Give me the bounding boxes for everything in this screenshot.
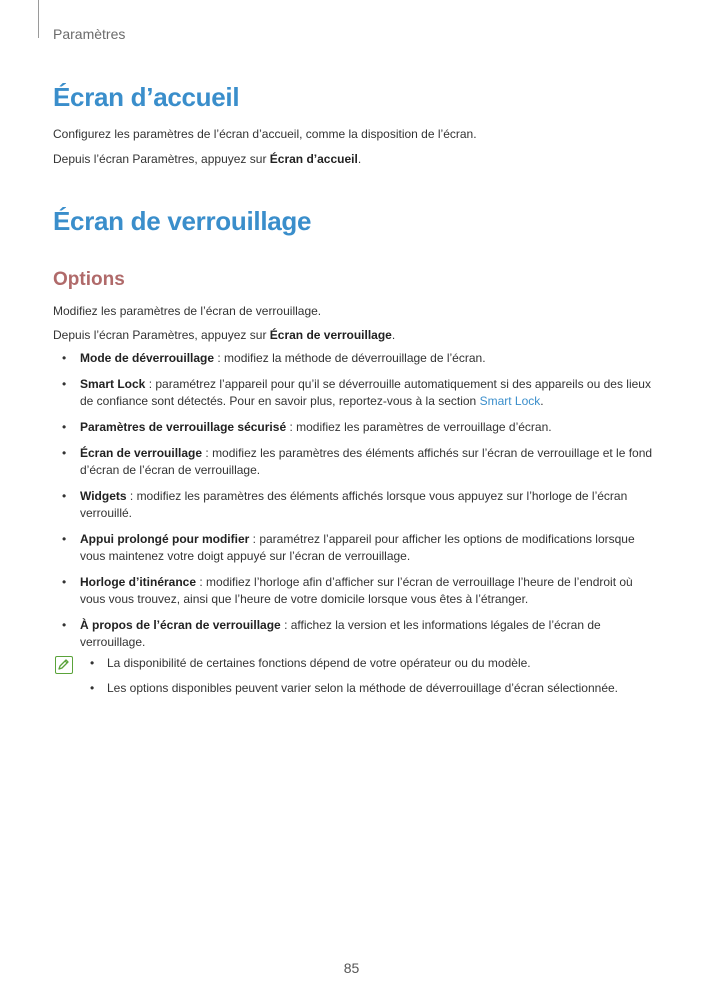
option-term: À propos de l’écran de verrouillage — [80, 618, 281, 632]
lock-screen-path — [53, 327, 653, 343]
path-suffix: . — [391, 328, 396, 342]
option-term: Paramètres de verrouillage sécurisé — [80, 420, 287, 434]
home-screen-intro: Configurez les paramètres de l’écran d’accueil, comme la disposition de l’écran. — [53, 127, 477, 141]
list-item — [53, 488, 653, 522]
note-text: Les options disponibles peuvent varier selon la méthode de déverrouillage d’écran sélectionnée. — [107, 681, 618, 695]
option-term: Widgets — [80, 489, 127, 503]
bullet: • — [62, 446, 67, 460]
note-pencil-icon — [55, 656, 73, 674]
list-item — [53, 574, 653, 608]
note-text: La disponibilité de certaines fonctions dépend de votre opérateur ou du modèle. — [107, 656, 531, 670]
path-prefix: Depuis l’écran Paramètres, appuyez sur — [53, 152, 270, 166]
list-item — [53, 617, 653, 651]
section-title-home-screen: Écran d’accueil — [53, 82, 240, 112]
bullet: • — [62, 420, 67, 434]
list-item — [53, 445, 653, 479]
option-term: Appui prolongé pour modifier — [80, 532, 250, 546]
options-list — [53, 350, 653, 660]
bullet: • — [62, 351, 67, 365]
option-term: Mode de déverrouillage — [80, 351, 215, 365]
option-term: Horloge d’itinérance — [80, 575, 197, 589]
section-title-lock-screen: Écran de verrouillage — [53, 206, 312, 236]
bullet: • — [62, 377, 67, 391]
option-desc: : modifiez les paramètres des éléments affichés lorsque vous appuyez sur l’horloge de l’écran verrouillé. — [80, 489, 628, 520]
lock-screen-intro: Modifiez les paramètres de l’écran de verrouillage. — [53, 304, 322, 318]
option-desc: : paramétrez l’appareil pour qu’il se déverrouille automatiquement si des appareils ou des lieux de confiance sont détectés. Pour en savoir plus, reportez-vous à la section — [80, 377, 651, 408]
page-number: 85 — [343, 960, 360, 976]
pencil-icon — [57, 658, 70, 671]
note-item — [80, 680, 660, 697]
option-desc: : modifiez la méthode de déverrouillage de l’écran. — [214, 351, 486, 365]
list-item — [53, 531, 653, 565]
note-item — [80, 655, 660, 672]
option-desc: : affichez la version et les informations légales de l’écran de verrouillage. — [80, 618, 601, 649]
bullet: • — [62, 575, 67, 589]
home-screen-path — [53, 151, 653, 167]
list-item — [53, 350, 653, 367]
option-desc: : modifiez l’horloge afin d’afficher sur l’écran de verrouillage l’heure de l’endroit où vous vous trouvez, ainsi que l’heure de votre domicile lorsque vous êtes à l’étranger. — [80, 575, 633, 606]
bullet: • — [62, 489, 67, 503]
path-target: Écran d’accueil — [269, 152, 358, 166]
option-desc: : modifiez les paramètres de verrouillage d’écran. — [286, 420, 552, 434]
bullet: • — [62, 532, 67, 546]
option-desc-tail: . — [540, 394, 544, 408]
path-target: Écran de verrouillage — [269, 328, 392, 342]
bullet: • — [90, 656, 95, 670]
path-prefix: Depuis l’écran Paramètres, appuyez sur — [53, 328, 270, 342]
option-desc: : modifiez les paramètres des éléments affichés sur l’écran de verrouillage et le fond d’écran de l’écran de verrouillage. — [80, 446, 653, 477]
list-item — [53, 376, 653, 410]
option-desc: : paramétrez l’appareil pour afficher les options de modifications lorsque vous maintenez votre doigt appuyé sur l’écran de verrouillage. — [80, 532, 635, 563]
options-subtitle: Options — [53, 269, 125, 290]
notes-list — [80, 655, 660, 705]
bullet: • — [62, 618, 67, 632]
running-header: Paramètres — [53, 26, 126, 42]
bullet: • — [90, 681, 95, 695]
option-term: Smart Lock — [80, 377, 146, 391]
option-term: Écran de verrouillage — [80, 446, 203, 460]
path-suffix: . — [357, 152, 362, 166]
header-margin-rule — [38, 0, 39, 38]
smart-lock-link[interactable]: Smart Lock — [479, 394, 541, 408]
list-item — [53, 419, 653, 436]
